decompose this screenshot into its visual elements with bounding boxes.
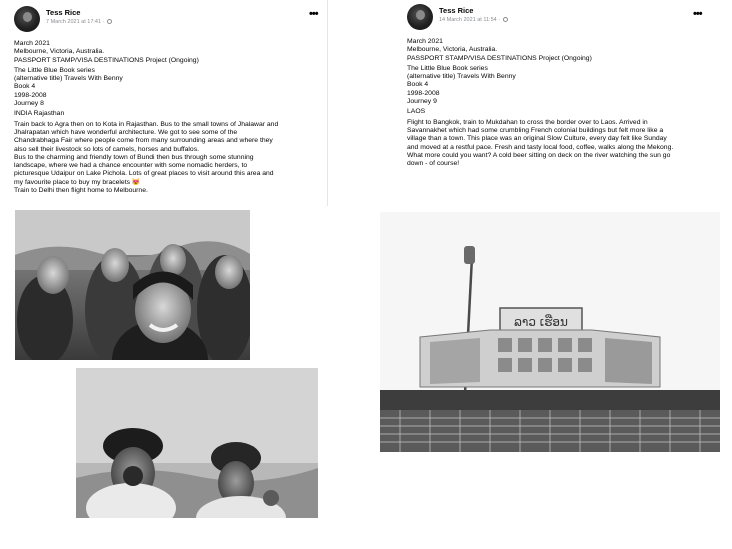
post-line: The Little Blue Book series [407, 64, 488, 72]
author-name[interactable]: Tess Rice [439, 6, 474, 15]
post-line: INDIA Rajasthan [14, 110, 65, 118]
post-line: March 2021 [407, 38, 443, 45]
column-divider [327, 0, 328, 206]
post-line: village than a town. This place was an original Slow Culture, every day felt like Sunday [407, 135, 667, 143]
more-options-icon[interactable]: ••• [309, 8, 318, 20]
post-line: PASSPORT STAMP/VISA DESTINATIONS Project (Ongoing) [14, 56, 199, 64]
author-name[interactable]: Tess Rice [46, 8, 81, 17]
post-line: Train to Delhi then flight home to Melbourne. [14, 187, 148, 195]
post-body [407, 38, 727, 168]
post-line: Chandrabhaga Fair where people come from many surrounding areas and where they [14, 137, 273, 145]
post-body [14, 40, 319, 195]
post-line: (alternative title) Travels With Benny [14, 75, 123, 83]
post-line: Melbourne, Victoria, Australia. [407, 46, 498, 54]
post-line: 1998-2008 [407, 89, 440, 97]
avatar[interactable] [14, 6, 40, 32]
post-line: Melbourne, Victoria, Australia. [14, 48, 105, 56]
post-line: March 2021 [14, 40, 50, 47]
post-line: Savannakhet which had some crumbling French colonial buildings but felt more like a [407, 126, 664, 134]
post-line: Bus to the charming and friendly town of Bundi then bus through some stunning [14, 153, 254, 161]
post-line: also sell their livestock so lots of camels, horses and buffalos. [14, 145, 199, 153]
photo-turbaned-men[interactable] [76, 368, 318, 518]
photo-colonial-building[interactable] [380, 212, 720, 452]
post-line: Book 4 [14, 83, 36, 91]
post-timestamp[interactable]: 7 March 2021 at 17:41 · [46, 19, 112, 25]
post-timestamp[interactable]: 14 March 2021 at 11:54 · [439, 17, 508, 23]
post-line: down - of course! [407, 160, 460, 168]
photo-colonial-building-image [380, 212, 720, 452]
photo-turbaned-men-image [76, 368, 318, 518]
post-line: LAOS [407, 108, 426, 116]
svg-text:ລາວ ເຮືອນ: ລາວ ເຮືອນ [514, 315, 568, 329]
globe-icon [503, 17, 508, 22]
post-line: Flight to Bangkok, train to Mukdahan to cross the border over to Laos. Arrived in [407, 118, 648, 126]
post-line: Journey 8 [14, 100, 44, 108]
globe-icon [107, 19, 112, 24]
post-line: landscape, where we had a chance encounter with some nomadic herders, to [14, 162, 248, 170]
more-options-icon[interactable]: ••• [693, 8, 702, 20]
post-line: The Little Blue Book series [14, 66, 95, 74]
post-header [407, 4, 727, 34]
post-line: (alternative title) Travels With Benny [407, 73, 516, 81]
post-line: PASSPORT STAMP/VISA DESTINATIONS Project (Ongoing) [407, 54, 592, 62]
post-line: Journey 9 [407, 98, 437, 106]
post-header [14, 6, 324, 36]
post-line: What more could you want? A cold beer sitting on deck on the river watching the sun go [407, 151, 671, 159]
post-line: Jhalrapatan which have wonderful architecture. We got to see some of the [14, 128, 238, 136]
post-line: picturesque Udaipur on Lake Pichola. Lots of great places to visit around this area and [14, 170, 274, 178]
post-line: and moved at a restful pace. Fresh and tasty local food, coffee, walks along the Mekong. [407, 143, 674, 151]
post-line: my favourite place to buy my bracelets 😻 [14, 178, 141, 186]
post-line: Book 4 [407, 81, 429, 89]
avatar[interactable] [407, 4, 433, 30]
photo-girls-group-image [15, 210, 250, 360]
post-line: Train back to Agra then on to Kota in Rajasthan. Bus to the small towns of Jhalawar and [14, 120, 279, 128]
photo-girls-group[interactable] [15, 210, 250, 360]
post-line: 1998-2008 [14, 91, 47, 99]
post-india [0, 0, 327, 549]
post-laos [394, 0, 732, 549]
